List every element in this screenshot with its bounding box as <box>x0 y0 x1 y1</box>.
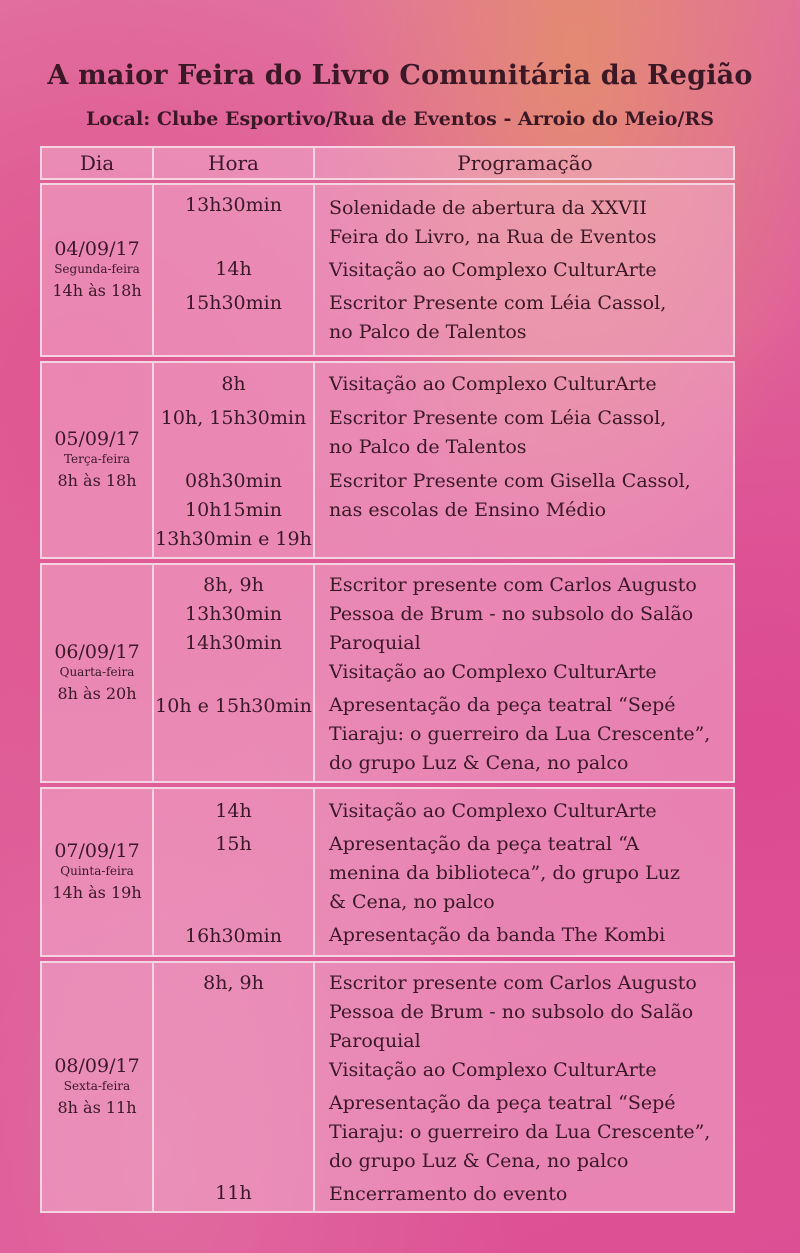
day-cell <box>42 185 152 355</box>
hour-entry: 14h <box>215 258 252 280</box>
program-line: Visitação ao Complexo CulturArte <box>329 800 657 822</box>
program-line: & Cena, no palco <box>329 891 495 913</box>
day-date: 06/09/17 <box>54 641 140 663</box>
day-block-08-09 <box>40 961 735 1213</box>
program-entry <box>329 194 734 347</box>
program-line: Paroquial <box>329 632 421 654</box>
day-cell <box>42 363 152 557</box>
column-divider <box>313 963 315 1211</box>
day-cell <box>42 565 152 781</box>
program-line: Apresentação da peça teatral “A <box>329 833 640 855</box>
program-line: Pessoa de Brum - no subsolo do Salão <box>329 603 694 625</box>
header-dia: Dia <box>79 151 115 175</box>
day-hours: 8h às 20h <box>57 684 137 703</box>
hour-entry: 10h15min <box>185 499 282 521</box>
program-line: Visitação ao Complexo CulturArte <box>329 661 657 683</box>
day-block-06-09 <box>40 563 735 783</box>
program-entry <box>329 797 734 950</box>
program-line: Visitação ao Complexo CulturArte <box>329 1059 657 1081</box>
day-cell <box>42 789 152 955</box>
program-line: Tiaraju: o guerreiro da Lua Crescente”, <box>329 723 711 745</box>
program-line: Feira do Livro, na Rua de Eventos <box>329 226 657 248</box>
day-date: 07/09/17 <box>54 840 140 862</box>
program-line: Apresentação da peça teatral “Sepé <box>329 694 676 716</box>
day-weekday: Terça-feira <box>63 452 131 466</box>
day-hours: 8h às 18h <box>57 471 137 490</box>
program-line: do grupo Luz & Cena, no palco <box>329 752 629 774</box>
hour-entry: 8h, 9h <box>203 972 264 994</box>
column-divider <box>152 963 154 1211</box>
hour-entry: 14h <box>215 800 252 822</box>
column-divider <box>313 185 315 355</box>
header-hora: Hora <box>208 151 259 175</box>
day-block-07-09 <box>40 787 735 957</box>
hour-entry: 08h30min <box>185 470 282 492</box>
day-block-05-09 <box>40 361 735 559</box>
program-line: Escritor presente com Carlos Augusto <box>329 574 697 596</box>
column-divider <box>313 789 315 955</box>
table-header <box>40 146 735 180</box>
hour-entry: 8h, 9h <box>203 574 264 596</box>
hour-entry: 13h30min e 19h <box>155 528 312 550</box>
program-entry <box>329 969 734 1209</box>
hour-entry: 13h30min <box>185 194 282 216</box>
hour-entry: 11h <box>215 1182 252 1204</box>
column-divider <box>313 363 315 557</box>
program-line: Apresentação da peça teatral “Sepé <box>329 1092 676 1114</box>
hour-entry: 10h, 15h30min <box>160 407 307 429</box>
day-hours: 14h às 18h <box>52 281 142 300</box>
program-line: do grupo Luz & Cena, no palco <box>329 1150 629 1172</box>
program-line: menina da biblioteca”, do grupo Luz <box>329 862 680 884</box>
page-title: A maior Feira do Livro Comunitária da Região <box>47 60 753 91</box>
day-weekday: Segunda-feira <box>54 262 140 276</box>
program-line: Pessoa de Brum - no subsolo do Salão <box>329 1001 694 1023</box>
program-line: Escritor presente com Carlos Augusto <box>329 972 697 994</box>
program-entry <box>329 370 734 525</box>
day-weekday: Quarta-feira <box>59 665 135 679</box>
hour-entry: 10h e 15h30min <box>155 695 312 717</box>
location-subtitle: Local: Clube Esportivo/Rua de Eventos - Arroio do Meio/RS <box>86 108 714 130</box>
program-line: Paroquial <box>329 1030 421 1052</box>
hour-entry: 13h30min <box>185 603 282 625</box>
hour-entry: 15h <box>215 833 252 855</box>
hour-entry: 8h <box>221 373 246 395</box>
column-divider <box>313 565 315 781</box>
day-weekday: Quinta-feira <box>60 864 134 878</box>
day-date: 08/09/17 <box>54 1055 140 1077</box>
program-line: Encerramento do evento <box>329 1183 568 1205</box>
program-line: nas escolas de Ensino Médio <box>329 499 607 521</box>
day-weekday: Sexta-feira <box>63 1079 131 1093</box>
program-line: Escritor Presente com Léia Cassol, <box>329 292 667 314</box>
program-line: Escritor Presente com Gisella Cassol, <box>329 470 691 492</box>
program-line: no Palco de Talentos <box>329 321 527 343</box>
day-block-04-09 <box>40 183 735 357</box>
program-line: Apresentação da banda The Kombi <box>329 924 666 946</box>
program-entry <box>329 571 734 778</box>
day-hours: 8h às 11h <box>57 1098 137 1117</box>
day-cell <box>42 963 152 1211</box>
program-line: no Palco de Talentos <box>329 436 527 458</box>
day-date: 04/09/17 <box>54 238 140 260</box>
hour-entry: 15h30min <box>185 292 282 314</box>
program-line: Visitação ao Complexo CulturArte <box>329 373 657 395</box>
program-line: Visitação ao Complexo CulturArte <box>329 259 657 281</box>
header-programacao: Programação <box>457 151 593 175</box>
program-line: Solenidade de abertura da XXVII <box>329 197 647 219</box>
hour-entry: 14h30min <box>185 632 282 654</box>
program-line: Escritor Presente com Léia Cassol, <box>329 407 667 429</box>
program-line: Tiaraju: o guerreiro da Lua Crescente”, <box>329 1121 711 1143</box>
day-date: 05/09/17 <box>54 428 140 450</box>
hour-entry: 16h30min <box>185 925 282 947</box>
day-hours: 14h às 19h <box>52 883 142 902</box>
